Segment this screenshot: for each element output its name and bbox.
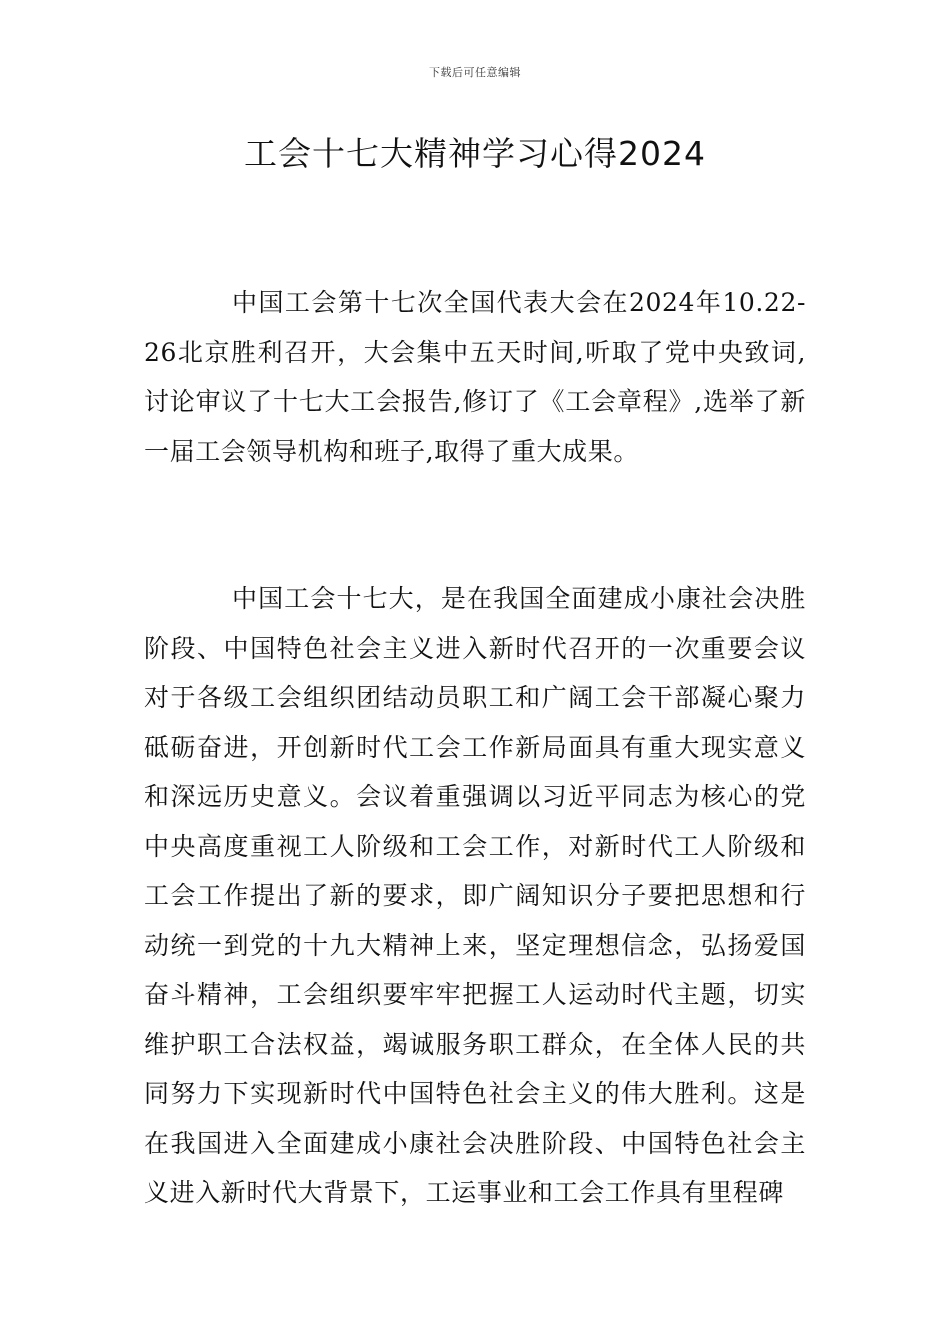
header-note: 下载后可任意编辑	[429, 66, 521, 79]
document-title: 工会十七大精神学习心得2024	[244, 134, 706, 173]
paragraph-2: 中国工会十七大，是在我国全面建成小康社会决胜阶段、中国特色社会主义进入新时代召开的一次重要会议对于各级工会组织团结动员职工和广阔工会干部凝心聚力砥砺奋进，开创新时代工会工作新局面具有重大现实意义和深远历史意义。会议着重强调以习近平同志为核心的党中央高度重视工人阶级和工会工作，对新时代工人阶级和工会工作提出了新的要求，即广阔知识分子要把思想和行动统一到党的十九大精神上来，坚定理想信念，弘扬爱国奋斗精神，工会组织要牢牢把握工人运动时代主题，切实维护职工合法权益，竭诚服务职工群众，在全体人民的共同努力下实现新时代中国特色社会主义的伟大胜利。这是在我国进入全面建成小康社会决胜阶段、中国特色社会主义进入新时代大背景下，工运事业和工会工作具有里程碑	[144, 584, 806, 1207]
paragraph-1: 中国工会第十七次全国代表大会在2024年10.22-26北京胜利召开，大会集中五天时间,听取了党中央致词,讨论审议了十七大工会报告,修订了《工会章程》,选举了新一届工会领导机构和班子,取得了重大成果。	[144, 288, 806, 466]
